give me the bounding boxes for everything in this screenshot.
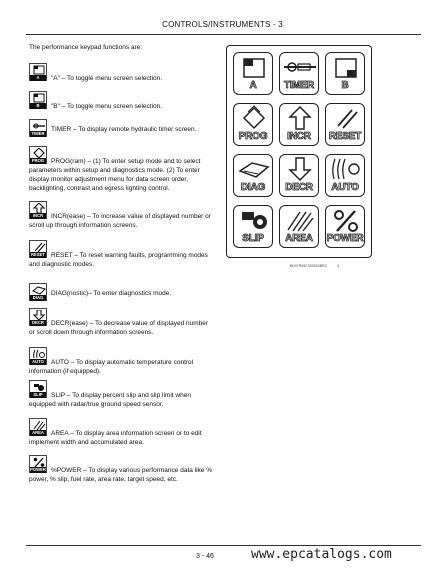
keypad-function-item	[29, 201, 214, 230]
arrow-down-icon	[29, 308, 47, 326]
key-label: RESET	[328, 131, 362, 142]
function-description: AREA – To display area information screen or to edit implement width and accumulated area.	[29, 430, 202, 446]
function-description: RESET – To reset warning faults, programming modes and diagnostic modes.	[29, 252, 208, 268]
footer-rule	[26, 545, 421, 546]
key-reset-icon	[326, 104, 366, 134]
hydraulic-coupler-icon	[29, 119, 47, 137]
keypad-function-item	[29, 418, 214, 447]
key-label: SLIP	[242, 233, 264, 244]
key-incr[interactable]	[279, 103, 319, 146]
key-label: B	[341, 80, 349, 91]
keypad-panel	[226, 45, 372, 258]
icon-label: AUTO	[30, 359, 46, 365]
key-reset[interactable]	[325, 103, 365, 146]
keypad-function-item	[29, 455, 214, 484]
arrow-up-icon	[29, 201, 47, 219]
key-label: POWER	[326, 233, 364, 244]
key-label: PROG	[238, 131, 268, 142]
icon-label: SLIP	[30, 392, 46, 398]
key-a[interactable]	[233, 52, 273, 95]
function-description: "B" – To toggle menu screen selection.	[51, 103, 163, 110]
icon-label: POWER	[30, 467, 46, 472]
keypad-function-item	[29, 63, 214, 83]
key-timer[interactable]	[279, 52, 319, 95]
function-description: "A" – To toggle menu screen selection.	[51, 75, 163, 82]
keypad-function-item	[29, 91, 214, 111]
icon-label: TIMER	[31, 131, 45, 136]
key-slip[interactable]	[233, 205, 273, 248]
icon-label: B	[30, 103, 46, 109]
key-label: A	[249, 80, 257, 91]
function-description: PROG(ram) – (1) To enter setup mode and to select parameters within setup and diagnostics mode. (2) To enter display monitor adjustment menu for data screen order, backlighting, contrast and egress lighting control.	[29, 158, 201, 192]
keypad-function-item	[29, 146, 214, 193]
reset-slashes-icon	[29, 240, 47, 258]
page-header: CONTROLS/INSTRUMENTS - 3	[162, 20, 283, 29]
key-area[interactable]	[279, 205, 319, 248]
key-label: INCR	[287, 131, 311, 142]
header-rule	[26, 34, 421, 35]
keypad-function-item	[29, 119, 214, 134]
key-power-icon	[326, 206, 366, 236]
key-auto[interactable]	[325, 154, 365, 197]
square-corner-icon	[29, 63, 47, 81]
keypad-function-item	[29, 308, 214, 337]
key-diag[interactable]	[233, 154, 273, 197]
icon-label: A	[30, 75, 46, 81]
wheel-slip-icon	[29, 380, 47, 398]
keypad-function-item	[29, 283, 214, 298]
watermark: www.epcatalogs.com	[251, 547, 392, 562]
area-hatch-icon	[29, 418, 47, 436]
climate-icon	[29, 347, 47, 365]
function-description: TIMER – To display remote hydraulic timer screen.	[51, 126, 197, 133]
key-label: AUTO	[331, 182, 359, 193]
figure-number: 3	[337, 264, 340, 268]
keypad-function-item	[29, 240, 214, 269]
function-description: DECR(ease) – To decrease value of displayed number or scroll down through information screens.	[29, 320, 209, 336]
square-corner-icon	[29, 91, 47, 109]
key-b[interactable]	[325, 52, 365, 95]
key-label: DIAG	[240, 182, 266, 193]
function-description: INCR(ease) – To increase value of displayed number or scroll up through information screens.	[29, 213, 211, 229]
icon-label: AREA	[30, 430, 46, 436]
key-power[interactable]	[325, 205, 365, 248]
function-description: SLIP – To display percent slip and slip limit when equipped with radar/true ground speed sensor.	[29, 392, 191, 408]
key-label: TIMER	[283, 80, 315, 91]
icon-label: DECR	[30, 320, 46, 326]
percent-icon	[29, 455, 47, 473]
page-number: 3 - 46	[196, 553, 214, 560]
keypad-function-item	[29, 347, 214, 376]
icon-label: RESET	[31, 252, 45, 257]
key-a-icon	[234, 53, 274, 83]
function-description: AUTO – To display automatic temperature control information (if equipped).	[29, 359, 194, 375]
key-slip-icon	[234, 206, 274, 236]
key-area-icon	[280, 206, 320, 236]
key-prog[interactable]	[233, 103, 273, 146]
figure-caption	[290, 264, 339, 268]
key-incr-icon	[280, 104, 320, 134]
key-label: DECR	[285, 182, 313, 193]
figure-code: BD07R05C033S00BRC	[290, 264, 328, 268]
icon-label: INCR	[30, 213, 46, 219]
icon-label: DIAG	[30, 295, 46, 301]
function-description: %POWER – To display various performance data like % power, % slip, fuel rate, area rate, target speed, etc.	[29, 467, 213, 483]
function-description: DIAG(nostic)– To enter diagnostics mode.	[51, 290, 172, 297]
intro-text: The performance keypad functions are:	[29, 44, 143, 51]
key-decr[interactable]	[279, 154, 319, 197]
keypad-function-item	[29, 380, 214, 409]
key-timer-icon	[280, 53, 320, 83]
key-diag-icon	[234, 155, 274, 185]
key-prog-icon	[234, 104, 274, 134]
key-auto-icon	[326, 155, 366, 185]
book-icon	[29, 283, 47, 301]
program-arrows-icon	[29, 146, 47, 164]
key-label: AREA	[285, 233, 313, 244]
key-b-icon	[326, 53, 366, 83]
key-decr-icon	[280, 155, 320, 185]
icon-label: PROG	[31, 158, 45, 163]
